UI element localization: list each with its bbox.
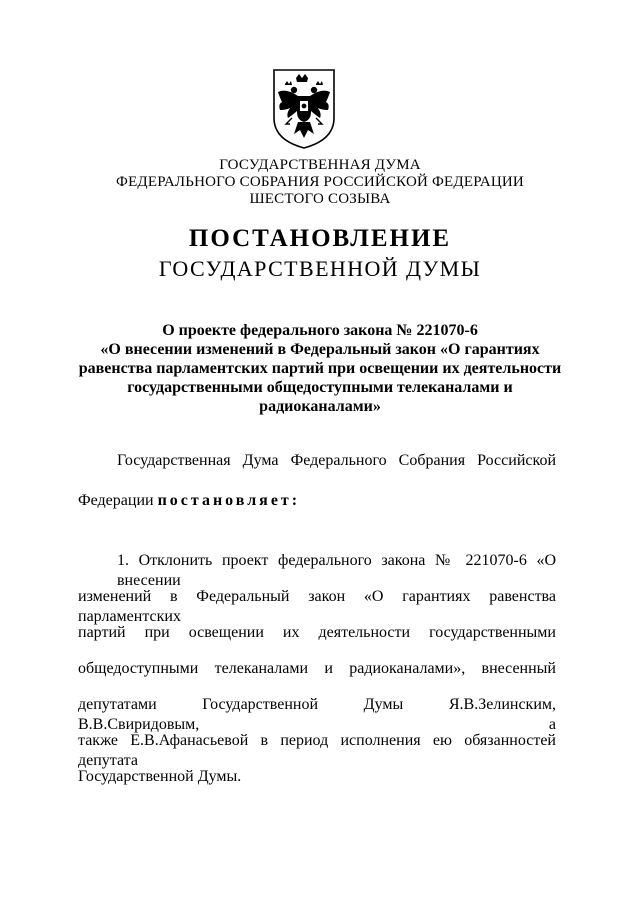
clause1-line-5: депутатами Государственной Думы Я.В.Зелинским, В.В.Свиридовым, а: [78, 696, 556, 733]
subject-line-3: равенства парламентских партий при освещении их деятельности: [78, 360, 562, 377]
clause1-line-3: партий при освещении их деятельности государственными: [78, 624, 556, 641]
subject-line-1: О проекте федерального закона № 221070-6: [162, 322, 478, 339]
header-line-federal-assembly: ФЕДЕРАЛЬНОГО СОБРАНИЯ РОССИЙСКОЙ ФЕДЕРАЦИИ: [116, 174, 524, 190]
preamble-decrees-text: постановляет:: [157, 492, 301, 509]
document-title: ПОСТАНОВЛЕНИЕ: [188, 225, 452, 252]
clause1-line-6: также Е.В.Афанасьевой в период исполнения ею обязанностей депутата: [78, 732, 556, 769]
header-line-convocation: ШЕСТОГО СОЗЫВА: [249, 191, 391, 207]
preamble-federation-text: Федерации: [78, 492, 158, 509]
document-subtitle: ГОСУДАРСТВЕННОЙ ДУМЫ: [158, 256, 482, 281]
preamble-line-2: [78, 491, 556, 511]
subject-line-2: «О внесении изменений в Федеральный закон «О гарантиях: [100, 341, 540, 358]
header-line-duma: ГОСУДАРСТВЕННАЯ ДУМА: [219, 157, 421, 173]
clause1-line-2: изменений в Федеральный закон «О гарантиях равенства парламентских: [78, 588, 556, 625]
clause1-line-1: 1. Отклонить проект федерального закона № 221070-6 «О внесении: [117, 552, 556, 589]
subject-line-4: государственными общедоступными телеканалами и: [127, 379, 513, 396]
preamble-line-1: Государственная Дума Федерального Собрания Российской: [117, 452, 556, 469]
clause1-line-7: Государственной Думы.: [78, 768, 242, 785]
subject-line-5: радиоканалами»: [259, 398, 381, 415]
coat-of-arms-emblem-icon: [272, 68, 336, 150]
clause1-line-4: общедоступными телеканалами и радиоканалами», внесенный: [78, 660, 556, 677]
